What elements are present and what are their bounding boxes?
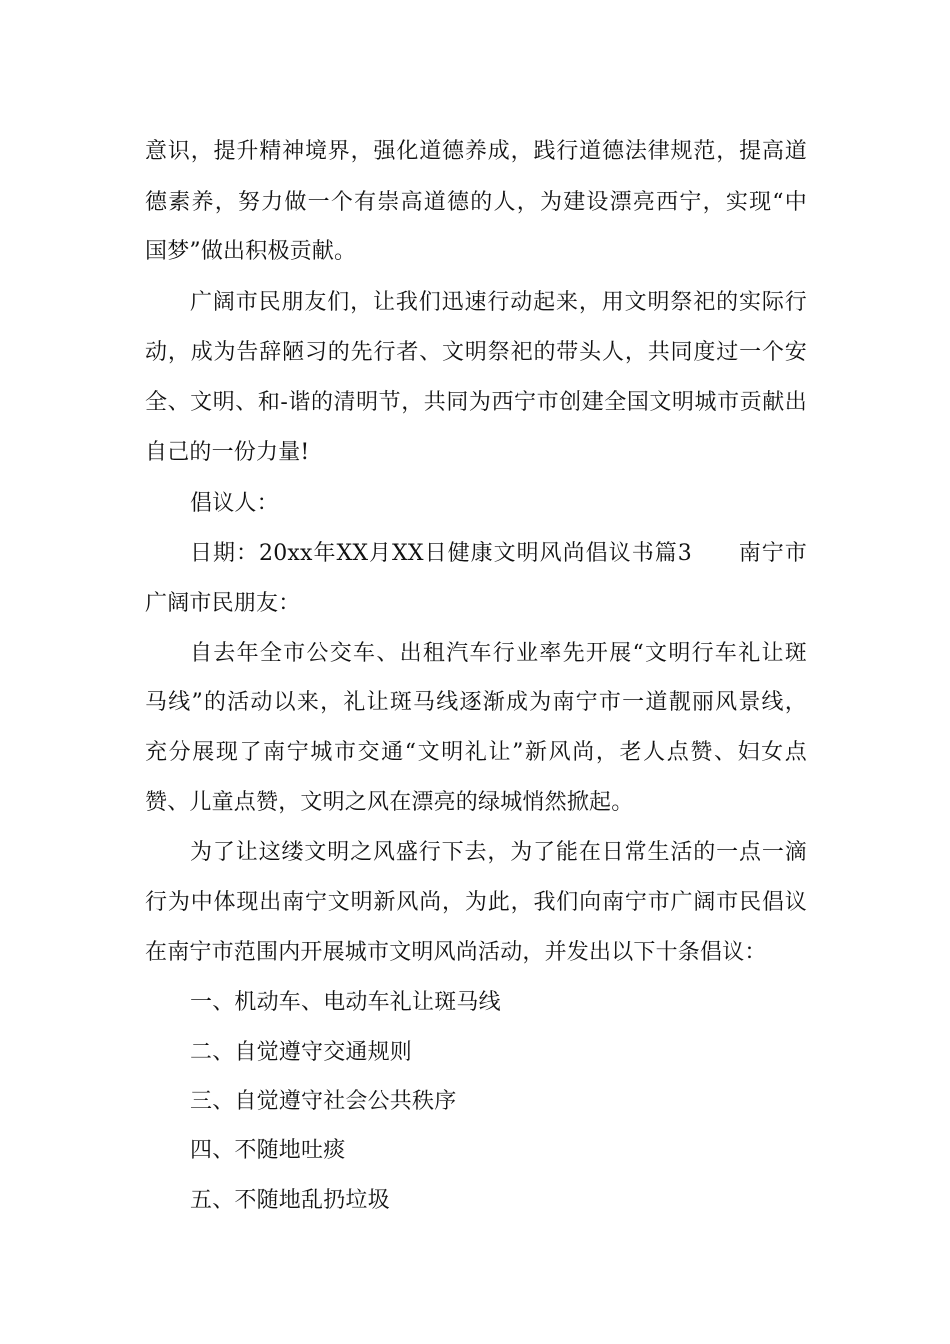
list-item: 五、不随地乱扔垃圾: [190, 1188, 390, 1213]
list-item: 三、自觉遵守社会公共秩序: [190, 1089, 457, 1114]
text-line: 赞、儿童点赞，文明之风在漂亮的绿城悄然掀起。: [145, 790, 634, 815]
text-line: 德素养，努力做一个有崇高道德的人，为建设漂亮西宁，实现“中: [145, 190, 807, 215]
text-line: 国梦”做出积极贡献。: [145, 239, 357, 264]
text-line: 在南宁市范围内开展城市文明风尚活动，并发出以下十条倡议：: [145, 940, 767, 965]
paragraph-start-line: 广阔市民朋友们，让我们迅速行动起来，用文明祭祀的实际行: [190, 290, 807, 315]
salutation-line: 广阔市民朋友：: [145, 591, 301, 616]
proposer-line: 倡议人：: [190, 491, 279, 516]
paragraph-start-line: 为了让这缕文明之风盛行下去，为了能在日常生活的一点一滴: [190, 840, 807, 865]
text-line: 意识，提升精神境界，强化道德养成，践行道德法律规范，提高道: [145, 139, 807, 164]
list-item: 四、不随地吐痰: [190, 1138, 346, 1163]
date-title-line: 日期：20xx年XX月XX日健康文明风尚倡议书篇3 南宁市: [190, 541, 807, 566]
text-line: 马线”的活动以来，礼让斑马线逐渐成为南宁市一道靓丽风景线，: [145, 690, 807, 715]
list-item: 二、自觉遵守交通规则: [190, 1040, 413, 1065]
list-item: 一、机动车、电动车礼让斑马线: [190, 990, 501, 1015]
text-line: 自己的一份力量!: [145, 440, 310, 465]
text-line: 行为中体现出南宁文明新风尚，为此，我们向南宁市广阔市民倡议: [145, 890, 807, 915]
paragraph-start-line: 自去年全市公交车、出租汽车行业率先开展“文明行车礼让斑: [190, 641, 807, 666]
text-line: 全、文明、和-谐的清明节，共同为西宁市创建全国文明城市贡献出: [145, 390, 807, 415]
text-line: 充分展现了南宁城市交通“文明礼让”新风尚，老人点赞、妇女点: [145, 740, 807, 765]
text-line: 动，成为告辞陋习的先行者、文明祭祀的带头人，共同度过一个安: [145, 340, 807, 365]
